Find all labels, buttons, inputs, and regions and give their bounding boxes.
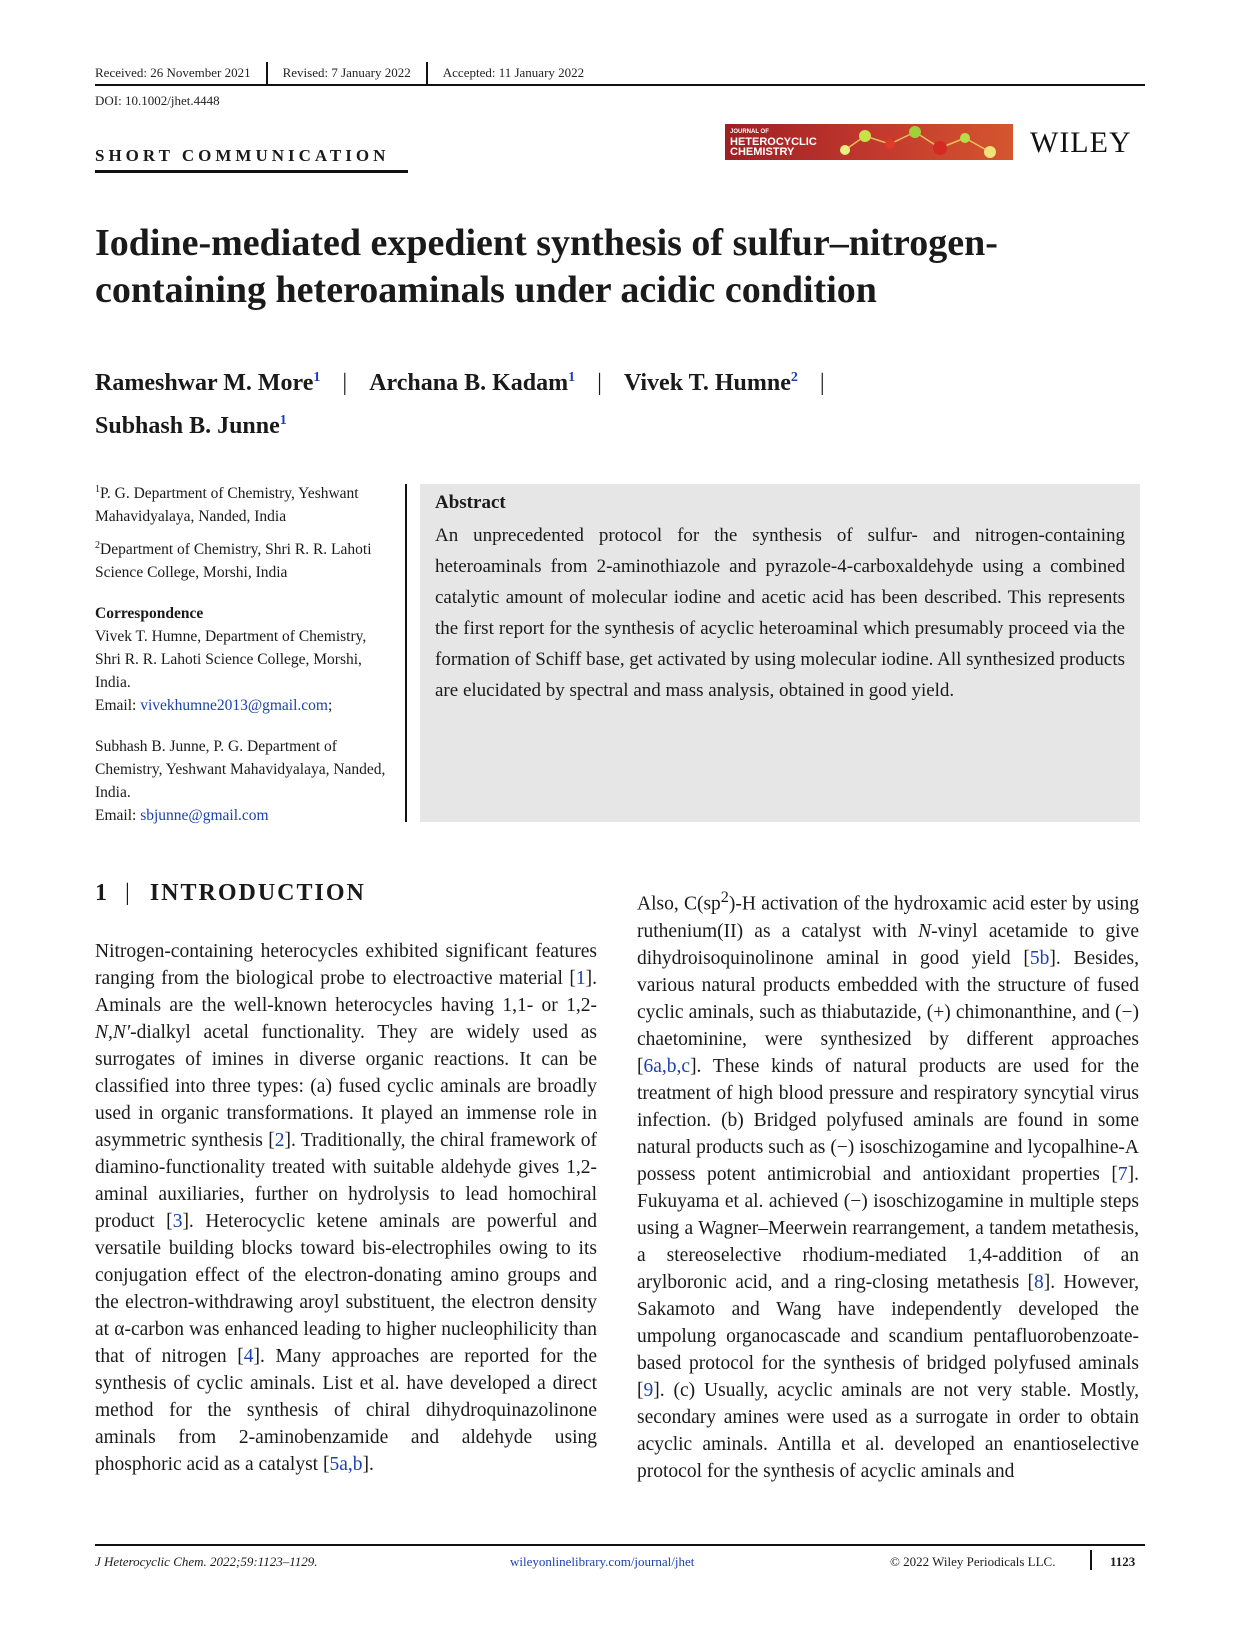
citation-link[interactable]: 5b <box>1029 947 1050 969</box>
history-divider <box>266 62 268 84</box>
publisher-logo: WILEY <box>1030 126 1132 159</box>
received-date: Received: 26 November 2021 <box>95 65 251 80</box>
citation-link[interactable]: 2 <box>274 1130 285 1151</box>
section-label-underline <box>95 170 408 173</box>
author-separator: | <box>819 370 825 396</box>
body-column-right: Also, $C(sp^2)-H$ activation of the hydroxamic acid ester by using ruthenium(II) as a catalyst with N-vinyl acetamide to give dihydroisoquinolinone aminal in good yield [5b]. Besides, various natural products embedded with the structure of fused cyclic aminals, such as thiabutazide, (+) chimonanthine, and (−) chaetominine, were synthesized by different approaches [6a,b,c]. These kinds of natural products are used for the treatment of high blood pressure and respiratory syncytial virus infection. (b) Bridged polyfused aminals are found in some natural products such as (−) isoschizogamine and lycopalhine-A possess potent antimicrobial and antioxidant properties [7]. Fukuyama et al. achieved (−) isoschizogamine in multiple steps using a Wagner–Meerwein rearrangement, a tandem metathesis, a stereoselective rhodium-mediated 1,4-addition of an arylboronic acid, and a ring-closing metathesis [8]. However, Sakamoto and Wang have independently developed the umpolung organocascade and scandium pentafluorobenzoate-based protocol for the synthesis of bridged polyfused aminals [9]. (c) Usually, acyclic aminals are not very stable. Mostly, secondary amines were used as a surrogate in order to obtain acyclic aminals. Antilla et al. developed an enantioselective protocol for the synthesis of acyclic aminals and <box>637 888 1139 1482</box>
citation-link[interactable]: 4 <box>243 1346 254 1367</box>
section-number: 1 <box>95 880 109 906</box>
footer-rule <box>95 1544 1145 1546</box>
section-title: INTRODUCTION <box>149 880 366 906</box>
banner-line2: HETEROCYCLIC <box>730 136 817 148</box>
author-affiliation-mark: 1 <box>279 413 287 428</box>
correspondence-heading: Correspondence <box>95 605 204 623</box>
email-link-1[interactable]: vivekhumne2013@gmail.com <box>140 697 328 715</box>
history-divider <box>426 62 428 84</box>
affiliation-1: $^1$P. G. Department of Chemistry, Yeshwant Mahavidyalaya, Nanded, India <box>95 484 359 526</box>
citation-link[interactable]: 7 <box>1117 1163 1128 1185</box>
banner-line3: CHEMISTRY <box>730 146 795 158</box>
journal-citation: J Heterocyclic Chem. 2022;59:1123–1129. <box>95 1554 318 1569</box>
column-divider <box>405 484 407 822</box>
article-title: Iodine-mediated expedient synthesis of sulfur–nitrogen-containing heteroaminals under acidic condition <box>95 222 998 311</box>
body-column-left: Nitrogen-containing heterocycles exhibited significant features ranging from the biological probe to electroactive material [1]. Aminals are the well-known heterocycles having 1,1- or 1,2-N,N′-dialkyl acetal functionality. They are widely used as surrogates of imines in diverse organic reactions. It can be classified into three types: (a) fused cyclic aminals are broadly used in organic transformations. It played an immense role in asymmetric synthesis [2]. Traditionally, the chiral framework of diamino-functionality treated with suitable aldehyde gives 1,2-aminal auxiliaries, further on hydrolysis to lead homochiral product [3]. Heterocyclic ketene aminals are powerful and versatile building blocks toward bis-electrophiles owing to its conjugation effect of the electron-donating amino groups and the electron-withdrawing aroyl substituent, the electron density at α-carbon was enhanced leading to higher nucleophilicity than that of nitrogen [4]. Many approaches are reported for the synthesis of cyclic aminals. List et al. have developed a direct method for the synthesis of chiral dihydroquinazolinone aminals from 2-aminobenzamide and aldehyde using phosphoric acid as a catalyst [5a,b]. <box>95 941 598 1475</box>
correspondence-author-1: Vivek T. Humne, Department of Chemistry, Shri R. R. Lahoti Science College, Morshi, India. <box>95 628 367 692</box>
article-history <box>95 62 1145 84</box>
section-label: SHORT COMMUNICATION <box>95 146 390 165</box>
correspondence-block-2: Subhash B. Junne, P. G. Department of Chemistry, Yeshwant Mahavidyalaya, Nanded, India. Email: sbjunne@gmail.com <box>95 738 386 825</box>
abstract-heading: Abstract <box>435 492 506 513</box>
author-separator: | <box>342 370 348 396</box>
author-name: Rameshwar M. More <box>95 370 314 396</box>
correspondence-block: Correspondence Vivek T. Humne, Department of Chemistry, Shri R. R. Lahoti Science College, Morshi, India. Email: vivekhumne2013@gmail.com; <box>95 605 367 715</box>
citation-link[interactable]: 1 <box>575 968 586 989</box>
author-name: Vivek T. Humne <box>623 370 791 396</box>
author-separator: | <box>597 370 602 396</box>
accepted-date: Accepted: 11 January 2022 <box>442 65 585 80</box>
copyright: © 2022 Wiley Periodicals LLC. <box>890 1554 1056 1569</box>
author-affiliation-mark: 2 <box>790 370 798 385</box>
doi: DOI: 10.1002/jhet.4448 <box>95 93 220 108</box>
citation-link[interactable]: 5a,b <box>329 1454 363 1475</box>
author-affiliation-mark: 1 <box>313 370 321 385</box>
citation-link[interactable]: 8 <box>1034 1271 1044 1293</box>
journal-logo <box>725 124 1013 160</box>
section-heading: 1 | INTRODUCTION <box>95 880 366 906</box>
author-name: Archana B. Kadam <box>369 370 569 396</box>
footer-divider <box>1090 1550 1092 1570</box>
citation-link[interactable]: 9 <box>643 1379 654 1401</box>
page-number: 1123 <box>1110 1554 1136 1569</box>
email-link-2[interactable]: sbjunne@gmail.com <box>140 807 269 825</box>
citation-link[interactable]: 6a,b,c <box>643 1055 691 1077</box>
author-affiliation-mark: 1 <box>568 370 576 385</box>
revised-date: Revised: 7 January 2022 <box>282 65 411 80</box>
citation-link[interactable]: 3 <box>172 1211 183 1232</box>
correspondence-author-2: Subhash B. Junne, P. G. Department of Chemistry, Yeshwant Mahavidyalaya, Nanded, India. <box>95 738 386 802</box>
author-name: Subhash B. Junne <box>95 413 280 439</box>
author-list <box>95 359 1145 445</box>
header-rule <box>95 84 1145 86</box>
banner-line1: JOURNAL OF <box>730 129 769 135</box>
affiliation-2: $^2$Department of Chemistry, Shri R. R. Lahoti Science College, Morshi, India <box>95 540 372 582</box>
journal-url-link[interactable]: wileyonlinelibrary.com/journal/jhet <box>510 1554 695 1569</box>
abstract-text: An unprecedented protocol for the synthesis of sulfur- and nitrogen-containing heteroaminals from 2-aminothiazole and pyrazole-4-carboxaldehyde using a combined catalytic amount of molecular iodine and acetic acid has been described. This represents the first report for the synthesis of acyclic heteroaminal which presumably proceed via the formation of Schiff base, get activated by using molecular iodine. All synthesized products are elucidated by spectral and mass analysis, obtained in good yield. <box>435 525 1125 701</box>
affiliations-panel <box>95 478 395 833</box>
